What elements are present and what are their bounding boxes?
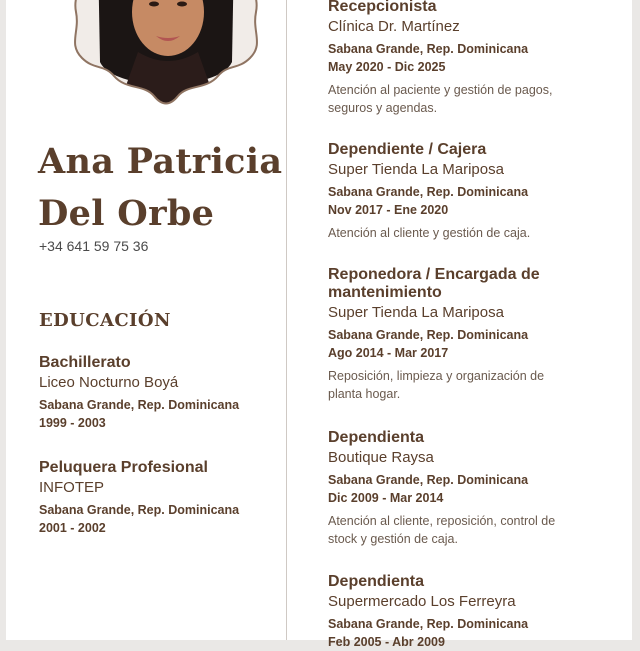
- study-dates: 1999 - 2003: [39, 416, 106, 430]
- company-name: Clínica Dr. Martínez: [328, 18, 460, 35]
- school-name: Liceo Nocturno Boyá: [39, 374, 179, 391]
- study-dates: 2001 - 2002: [39, 521, 106, 535]
- experience-item: [328, 266, 568, 403]
- job-location: Sabana Grande, Rep. Dominicana: [328, 473, 529, 487]
- job-title: Dependienta: [328, 429, 425, 446]
- profile-photo: [68, 0, 264, 108]
- job-title: Dependiente / Cajera: [328, 141, 487, 158]
- experience-item: [328, 429, 568, 548]
- company-name: Super Tienda La Mariposa: [328, 304, 504, 321]
- job-title: Reponedora / Encargada de mantenimiento: [328, 266, 540, 301]
- school-location: Sabana Grande, Rep. Dominicana: [39, 503, 240, 517]
- job-location: Sabana Grande, Rep. Dominicana: [328, 42, 529, 56]
- job-title: Dependienta: [328, 573, 425, 590]
- experience-item: [328, 0, 568, 117]
- school-name: INFOTEP: [39, 479, 105, 496]
- company-name: Boutique Raysa: [328, 449, 434, 466]
- candidate-name: [38, 136, 286, 240]
- job-dates: Dic 2009 - Mar 2014: [328, 491, 444, 505]
- job-description: Reposición, limpieza y organización de planta hogar.: [328, 369, 545, 401]
- company-name: Super Tienda La Mariposa: [328, 161, 504, 178]
- phone-number: +34 641 59 75 36: [39, 238, 149, 254]
- column-divider: [286, 0, 287, 640]
- resume-page: [6, 0, 632, 649]
- name-line-2: Del Orbe: [38, 193, 215, 234]
- education-item: [39, 354, 289, 432]
- job-location: Sabana Grande, Rep. Dominicana: [328, 617, 529, 631]
- education-item: [39, 459, 289, 537]
- job-description: Atención al paciente y gestión de pagos, seguros y agendas.: [328, 83, 553, 115]
- school-location: Sabana Grande, Rep. Dominicana: [39, 398, 240, 412]
- job-description: Atención al cliente y gestión de caja.: [328, 226, 531, 240]
- experience-item: [328, 573, 568, 651]
- job-location: Sabana Grande, Rep. Dominicana: [328, 328, 529, 342]
- job-dates: May 2020 - Dic 2025: [328, 60, 446, 74]
- job-dates: Nov 2017 - Ene 2020: [328, 203, 449, 217]
- name-line-1: Ana Patricia: [38, 141, 283, 182]
- job-title: Recepcionista: [328, 0, 437, 15]
- experience-item: [328, 141, 568, 242]
- degree-title: Peluquera Profesional: [39, 459, 208, 476]
- company-name: Supermercado Los Ferreyra: [328, 593, 516, 610]
- job-description: Atención al cliente, reposición, control de stock y gestión de caja.: [328, 514, 556, 546]
- education-heading: EDUCACIÓN: [39, 310, 171, 331]
- job-dates: Ago 2014 - Mar 2017: [328, 346, 449, 360]
- job-dates: Feb 2005 - Abr 2009: [328, 635, 445, 649]
- degree-title: Bachillerato: [39, 354, 131, 371]
- job-location: Sabana Grande, Rep. Dominicana: [328, 185, 529, 199]
